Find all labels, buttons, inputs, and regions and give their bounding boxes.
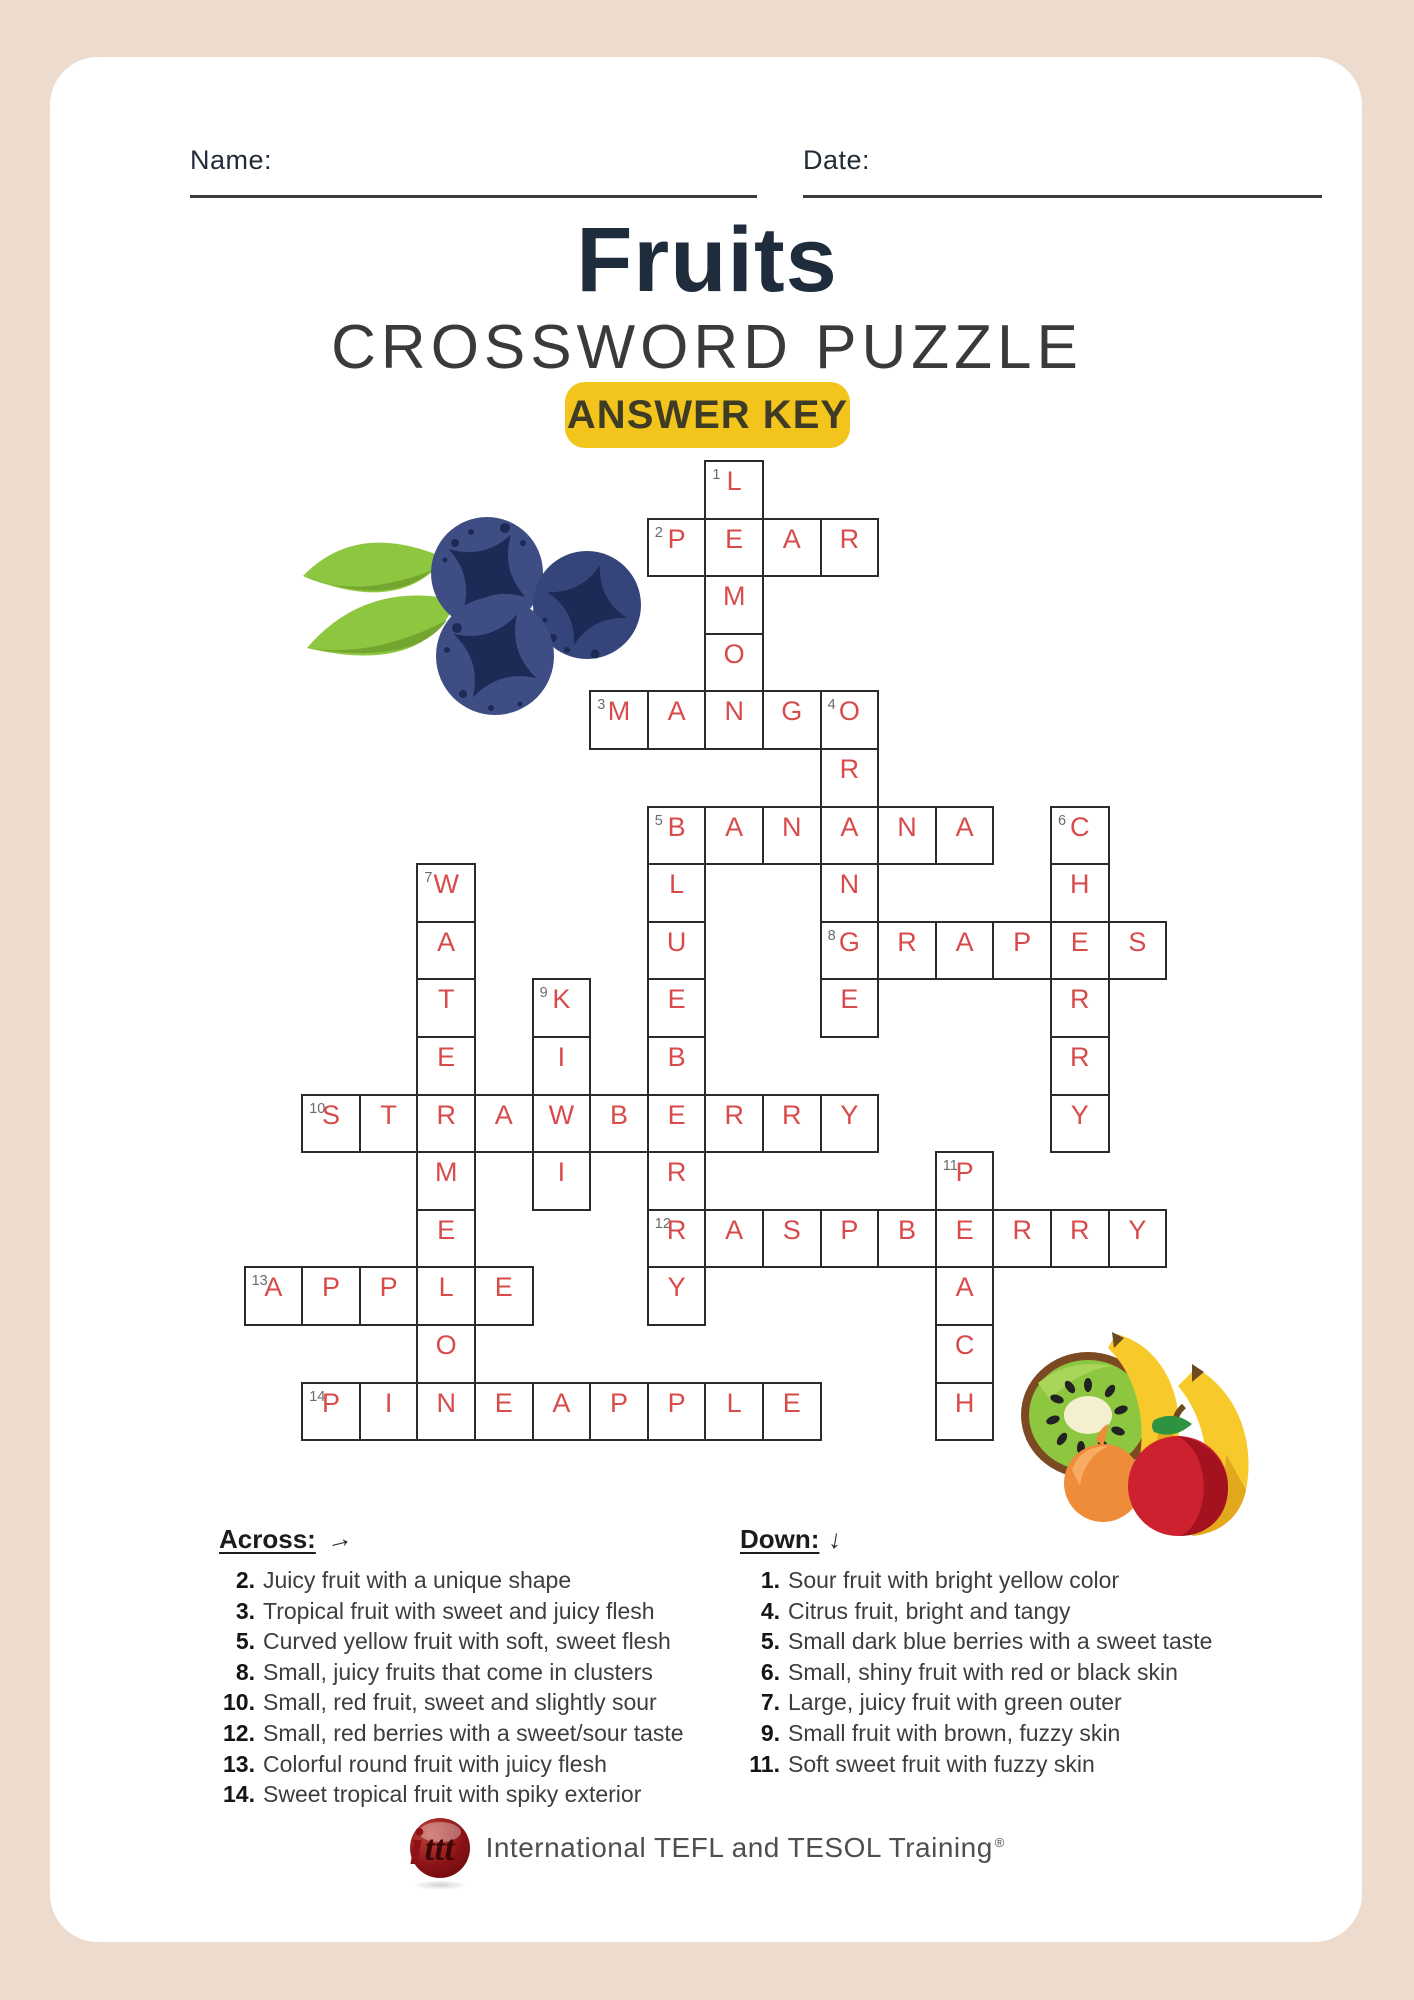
- cell-letter: E: [667, 1099, 686, 1130]
- cell-number: 5: [654, 812, 663, 829]
- grid-cell: [704, 518, 764, 578]
- cell-letter: A: [782, 523, 801, 554]
- cell-letter: L: [726, 466, 742, 496]
- cell-letter: E: [667, 984, 686, 1015]
- clue-item: [740, 1751, 1212, 1782]
- cell-letter: C: [954, 1330, 975, 1360]
- cell-letter: N: [724, 696, 744, 727]
- clue-text: Small, juicy fruits that come in clusters: [263, 1658, 653, 1685]
- clue-text: Citrus fruit, bright and tangy: [788, 1597, 1071, 1624]
- grid-cell: [416, 863, 476, 923]
- cell-letter: H: [1070, 869, 1090, 900]
- cell-letter: E: [494, 1272, 513, 1303]
- clue-item: [219, 1567, 684, 1598]
- right-arrow-icon: →: [322, 1521, 355, 1557]
- grid-cell: [647, 1036, 707, 1096]
- cell-letter: E: [1070, 926, 1089, 957]
- grid-cell: [589, 1382, 649, 1442]
- grid-cell: [935, 806, 995, 866]
- grid-cell: [1050, 863, 1110, 923]
- name-input-line: [190, 195, 757, 198]
- grid-cell: [992, 1209, 1052, 1269]
- cell-letter: I: [384, 1387, 393, 1418]
- clue-text: Curved yellow fruit with soft, sweet flesh: [263, 1628, 671, 1655]
- cell-letter: P: [379, 1272, 398, 1303]
- grid-cell: [416, 1324, 476, 1384]
- grid-cell: [820, 921, 880, 981]
- grid-cell: [877, 1209, 937, 1269]
- grid-cell: [762, 1209, 822, 1269]
- grid-cell: [820, 1209, 880, 1269]
- grid-cell: [416, 1382, 476, 1442]
- grid-cell: [416, 1094, 476, 1154]
- cell-letter: A: [955, 811, 974, 842]
- cell-letter: E: [840, 984, 859, 1015]
- cell-letter: E: [955, 1214, 974, 1245]
- cell-letter: E: [437, 1214, 456, 1245]
- cell-letter: O: [838, 696, 860, 727]
- cell-letter: N: [782, 811, 802, 842]
- cell-letter: R: [1070, 1042, 1090, 1072]
- cell-letter: A: [955, 926, 974, 957]
- grid-cell: [1050, 1094, 1110, 1154]
- cell-letter: Y: [1070, 1099, 1089, 1130]
- clue-item: [219, 1628, 684, 1659]
- grid-cell: [474, 1266, 534, 1326]
- cell-number: 1: [712, 467, 721, 483]
- cell-letter: A: [552, 1387, 571, 1418]
- grid-cell: [935, 1209, 995, 1269]
- down-heading: Down: ↓: [740, 1523, 846, 1555]
- clue-number: 13.: [223, 1750, 255, 1777]
- clue-text: Small dark blue berries with a sweet taste: [788, 1628, 1213, 1655]
- cell-letter: R: [897, 926, 917, 957]
- grid-cell: [532, 978, 592, 1038]
- cell-letter: M: [434, 1157, 458, 1188]
- grid-cell: [647, 921, 707, 981]
- grid-cell: [820, 806, 880, 866]
- grid-cell: [762, 1094, 822, 1154]
- cell-letter: I: [557, 1157, 566, 1188]
- grid-cell: [532, 1151, 592, 1211]
- clue-number: 12.: [223, 1719, 255, 1746]
- cell-letter: S: [321, 1099, 340, 1130]
- grid-cell: [820, 518, 880, 578]
- cell-letter: P: [1013, 926, 1032, 957]
- cell-letter: B: [897, 1214, 916, 1245]
- clue-text: Colorful round fruit with juicy flesh: [263, 1750, 607, 1777]
- cell-letter: E: [437, 1042, 456, 1072]
- cell-letter: A: [725, 1214, 744, 1245]
- grid-cell: [647, 978, 707, 1038]
- cell-letter: Y: [840, 1099, 859, 1130]
- down-clue-list: [740, 1567, 1212, 1781]
- clue-item: [740, 1659, 1212, 1690]
- grid-cell: [762, 806, 822, 866]
- grid-cell: [359, 1266, 419, 1326]
- clue-item: [219, 1720, 684, 1751]
- grid-cell: [647, 1151, 707, 1211]
- cell-number: 3: [597, 697, 606, 714]
- clue-number: 9.: [760, 1719, 780, 1746]
- cell-letter: W: [548, 1099, 575, 1130]
- cell-letter: R: [839, 754, 860, 784]
- cell-letter: Y: [1128, 1214, 1147, 1245]
- grid-cell: [532, 1094, 592, 1154]
- clue-item: [740, 1598, 1212, 1629]
- grid-cell: [762, 1382, 822, 1442]
- cell-letter: R: [782, 1099, 802, 1130]
- grid-cell: [935, 1266, 995, 1326]
- grid-cell: [647, 1209, 707, 1269]
- cell-letter: P: [840, 1214, 859, 1245]
- cell-letter: B: [609, 1099, 628, 1130]
- clue-number: 8.: [235, 1658, 255, 1685]
- grid-cell: [820, 978, 880, 1038]
- cell-letter: K: [552, 984, 571, 1015]
- name-label: Name:: [190, 145, 273, 175]
- cell-number: 9: [539, 985, 548, 1002]
- grid-cell: [820, 863, 880, 923]
- grid-cell: [474, 1382, 534, 1442]
- cell-letter: E: [782, 1387, 801, 1418]
- cell-number: 6: [1058, 812, 1067, 829]
- grid-cell: [532, 1036, 592, 1096]
- registered-mark: ®: [994, 1834, 1005, 1850]
- clue-item: [219, 1659, 684, 1690]
- cell-number: 14: [309, 1388, 326, 1405]
- cell-number: 11: [942, 1158, 958, 1175]
- cell-letter: L: [438, 1272, 454, 1303]
- grid-cell: [647, 1382, 707, 1442]
- grid-cell: [1108, 1209, 1168, 1269]
- cell-letter: A: [667, 696, 686, 727]
- cell-letter: R: [666, 1214, 687, 1245]
- grid-cell: [647, 1266, 707, 1326]
- page-title: Fruits: [576, 209, 838, 311]
- cell-letter: P: [955, 1157, 974, 1188]
- ittt-logo-i: i: [409, 1819, 424, 1876]
- clue-text: Sweet tropical fruit with spiky exterior: [263, 1781, 642, 1808]
- cell-letter: G: [781, 696, 803, 727]
- ittt-logo-icon: ttt: [410, 1818, 470, 1878]
- clue-item: [740, 1689, 1212, 1720]
- crossword-grid: [186, 460, 1168, 1442]
- clue-item: [740, 1567, 1212, 1598]
- grid-cell: [820, 1094, 880, 1154]
- cell-number: 7: [424, 870, 433, 887]
- grid-cell: [704, 633, 764, 693]
- clue-item: [219, 1751, 684, 1782]
- clue-number: 1.: [760, 1567, 780, 1593]
- cell-letter: O: [723, 638, 745, 669]
- grid-cell: [589, 1094, 649, 1154]
- grid-cell: [704, 460, 764, 520]
- cell-letter: A: [840, 811, 859, 842]
- clue-number: 11.: [749, 1750, 780, 1777]
- cell-letter: M: [722, 581, 746, 612]
- cell-letter: M: [607, 696, 631, 727]
- cell-number: 13: [251, 1273, 268, 1290]
- grid-cell: [935, 1382, 995, 1442]
- cell-letter: A: [494, 1099, 513, 1130]
- cell-letter: P: [667, 1387, 686, 1418]
- clue-number: 7.: [760, 1689, 780, 1716]
- clue-number: 5.: [760, 1628, 780, 1655]
- clue-item: [740, 1720, 1212, 1751]
- grid-cell: [647, 518, 707, 578]
- grid-cell: [1050, 806, 1110, 866]
- grid-cell: [647, 1094, 707, 1154]
- grid-cell: [877, 806, 937, 866]
- grid-cell: [704, 806, 764, 866]
- logo-reflection: [413, 1880, 467, 1890]
- clue-item: [740, 1628, 1212, 1659]
- cell-number: 8: [827, 927, 836, 944]
- grid-cell: [704, 1209, 764, 1269]
- across-clue-list: [219, 1567, 684, 1812]
- grid-cell: [647, 690, 707, 750]
- cell-letter: A: [955, 1272, 974, 1303]
- grid-cell: [416, 1036, 476, 1096]
- fruit-cluster-illustration: [1008, 1328, 1278, 1553]
- grid-cell: [704, 1094, 764, 1154]
- grid-cell: [244, 1266, 304, 1326]
- grid-cell: [877, 921, 937, 981]
- grid-cell: [1050, 1036, 1110, 1096]
- clue-text: Soft sweet fruit with fuzzy skin: [788, 1750, 1095, 1777]
- cell-letter: C: [1070, 811, 1090, 842]
- grid-cell: [1050, 978, 1110, 1038]
- cell-letter: B: [667, 1042, 686, 1072]
- grid-cell: [935, 1324, 995, 1384]
- down-clues: [740, 1524, 1212, 1781]
- down-arrow-icon: ↓: [827, 1523, 846, 1555]
- grid-cell: [704, 690, 764, 750]
- grid-cell: [1108, 921, 1168, 981]
- grid-cell: [935, 1151, 995, 1211]
- cell-letter: P: [667, 523, 686, 554]
- grid-cell: [474, 1094, 534, 1154]
- grid-cell: [704, 575, 764, 635]
- grid-cell: [589, 690, 649, 750]
- clue-text: Small, shiny fruit with red or black skin: [788, 1658, 1178, 1685]
- cell-letter: T: [380, 1099, 397, 1130]
- grid-cell: [820, 748, 880, 808]
- cell-letter: L: [669, 869, 685, 900]
- clue-item: [219, 1598, 684, 1629]
- grid-cell: [820, 690, 880, 750]
- grid-cell: [416, 1266, 476, 1326]
- clue-number: 14.: [223, 1781, 255, 1808]
- cell-letter: A: [437, 926, 456, 957]
- cell-letter: E: [725, 523, 744, 554]
- cell-letter: E: [494, 1387, 513, 1418]
- cell-letter: N: [897, 811, 917, 842]
- clue-number: 5.: [235, 1628, 255, 1655]
- grid-cell: [416, 1209, 476, 1269]
- clue-text: Small, red berries with a sweet/sour taste: [263, 1719, 684, 1746]
- cell-letter: G: [838, 926, 860, 957]
- cell-number: 2: [654, 524, 663, 541]
- date-input-line: [803, 195, 1322, 198]
- cell-letter: R: [1070, 984, 1090, 1015]
- clue-text: Small fruit with brown, fuzzy skin: [788, 1719, 1121, 1746]
- grid-cell: [992, 921, 1052, 981]
- grid-cell: [647, 863, 707, 923]
- cell-letter: R: [1012, 1214, 1032, 1245]
- clue-text: Juicy fruit with a unique shape: [263, 1567, 572, 1593]
- cell-letter: H: [954, 1387, 975, 1418]
- grid-cell: [359, 1094, 419, 1154]
- grid-cell: [359, 1382, 419, 1442]
- cell-letter: L: [726, 1387, 742, 1418]
- answer-key-badge: ANSWER KEY: [565, 382, 850, 448]
- cell-letter: P: [321, 1387, 340, 1418]
- grid-cell: [1050, 921, 1110, 981]
- cell-number: 10: [309, 1100, 326, 1117]
- cell-letter: B: [667, 811, 686, 842]
- cell-number: 12: [654, 1215, 671, 1232]
- cell-letter: Y: [667, 1272, 686, 1303]
- grid-cell: [416, 921, 476, 981]
- grid-cell: [416, 978, 476, 1038]
- grid-cell: [704, 1382, 764, 1442]
- cell-letter: I: [557, 1042, 566, 1072]
- clue-number: 6.: [760, 1658, 780, 1685]
- cell-letter: R: [839, 523, 860, 554]
- page-subtitle: CROSSWORD PUZZLE: [331, 313, 1083, 382]
- footer: [0, 1818, 1414, 1878]
- cell-letter: R: [1070, 1214, 1090, 1245]
- cell-letter: N: [436, 1387, 456, 1418]
- grid-cell: [647, 806, 707, 866]
- footer-text: International TEFL and TESOL Training ®: [485, 1832, 1005, 1863]
- cell-letter: R: [666, 1157, 687, 1188]
- clue-text: Small, red fruit, sweet and slightly sour: [263, 1689, 657, 1716]
- cell-letter: R: [436, 1099, 456, 1130]
- grid-cell: [762, 518, 822, 578]
- clue-number: 4.: [760, 1597, 780, 1624]
- clue-text: Large, juicy fruit with green outer: [788, 1689, 1122, 1716]
- grid-cell: [301, 1094, 361, 1154]
- grid-cell: [301, 1266, 361, 1326]
- cell-letter: A: [725, 811, 744, 842]
- cell-letter: O: [435, 1330, 457, 1360]
- clue-text: Tropical fruit with sweet and juicy flesh: [263, 1597, 655, 1624]
- cell-number: 4: [827, 697, 836, 714]
- across-clues: [219, 1521, 684, 1812]
- cell-letter: S: [1128, 926, 1147, 957]
- date-label: Date:: [803, 145, 871, 175]
- cell-letter: P: [321, 1272, 340, 1303]
- grid-cell: [416, 1151, 476, 1211]
- cell-letter: R: [724, 1099, 744, 1130]
- grid-cell: [1050, 1209, 1110, 1269]
- clue-item: [219, 1781, 684, 1812]
- clue-number: 10.: [223, 1689, 255, 1716]
- cell-letter: A: [264, 1272, 283, 1303]
- across-heading: Across: →: [219, 1521, 355, 1557]
- cell-letter: W: [433, 869, 459, 900]
- cell-letter: N: [839, 869, 860, 900]
- grid-cell: [301, 1382, 361, 1442]
- cell-letter: P: [609, 1387, 628, 1418]
- grid-cell: [762, 690, 822, 750]
- clue-item: [219, 1689, 684, 1720]
- clue-text: Sour fruit with bright yellow color: [788, 1567, 1120, 1593]
- clue-number: 3.: [235, 1597, 255, 1624]
- cell-letter: U: [666, 926, 687, 957]
- grid-cell: [935, 921, 995, 981]
- cell-letter: T: [437, 984, 455, 1015]
- cell-letter: S: [782, 1214, 801, 1245]
- clue-number: 2.: [235, 1567, 255, 1593]
- grid-cell: [532, 1382, 592, 1442]
